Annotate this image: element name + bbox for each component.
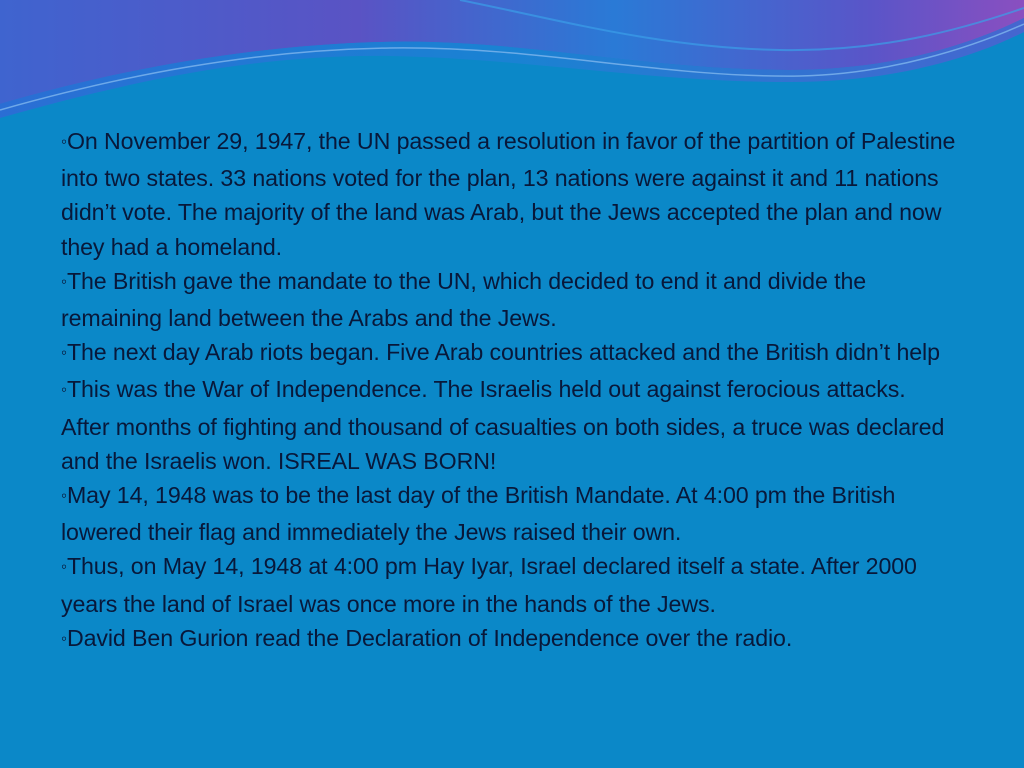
bullet-icon: ◦	[61, 380, 67, 400]
paragraph-text: The next day Arab riots began. Five Arab countries attacked and the British didn’t help	[66, 339, 940, 366]
paragraph-7	[61, 621, 956, 658]
bullet-icon: ◦	[61, 628, 67, 648]
bullet-icon: ◦	[61, 486, 67, 506]
paragraph-2	[61, 264, 956, 335]
paragraph-1	[61, 124, 956, 264]
bullet-icon: ◦	[61, 132, 67, 151]
bullet-icon: ◦	[61, 271, 67, 291]
paragraph-text: Thus, on May 14, 1948 at 4:00 pm Hay Iyar, Israel declared itself a state. After 2000 years the land of Israel was once more in the hands of the Jews.	[61, 553, 917, 617]
wave-header-decoration	[0, 0, 1024, 130]
paragraph-4	[61, 372, 956, 478]
bullet-icon: ◦	[61, 343, 67, 363]
paragraph-3	[61, 335, 956, 372]
paragraph-text: On November 29, 1947, the UN passed a resolution in favor of the partition of Palestine into two states. 33 nations voted for the plan, 13 nations were against it and 11 nations didn’t vote. The majority of the land was Arab, but the Jews accepted the plan and now they had a homeland.	[61, 128, 956, 260]
paragraph-text: This was the War of Independence. The Israelis held out against ferocious attacks. After months of fighting and thousand of casualties on both sides, a truce was declared and the Israelis won. ISREAL WAS BORN!	[61, 376, 945, 474]
slide-body-text	[61, 124, 956, 658]
bullet-icon: ◦	[61, 557, 67, 577]
paragraph-5	[61, 478, 956, 549]
paragraph-text: May 14, 1948 was to be the last day of the British Mandate. At 4:00 pm the British lowered their flag and immediately the Jews raised their own.	[61, 482, 896, 546]
paragraph-text: The British gave the mandate to the UN, which decided to end it and divide the remaining land between the Arabs and the Jews.	[61, 267, 867, 332]
paragraph-6	[61, 549, 956, 620]
paragraph-text: David Ben Gurion read the Declaration of Independence over the radio.	[66, 624, 793, 651]
